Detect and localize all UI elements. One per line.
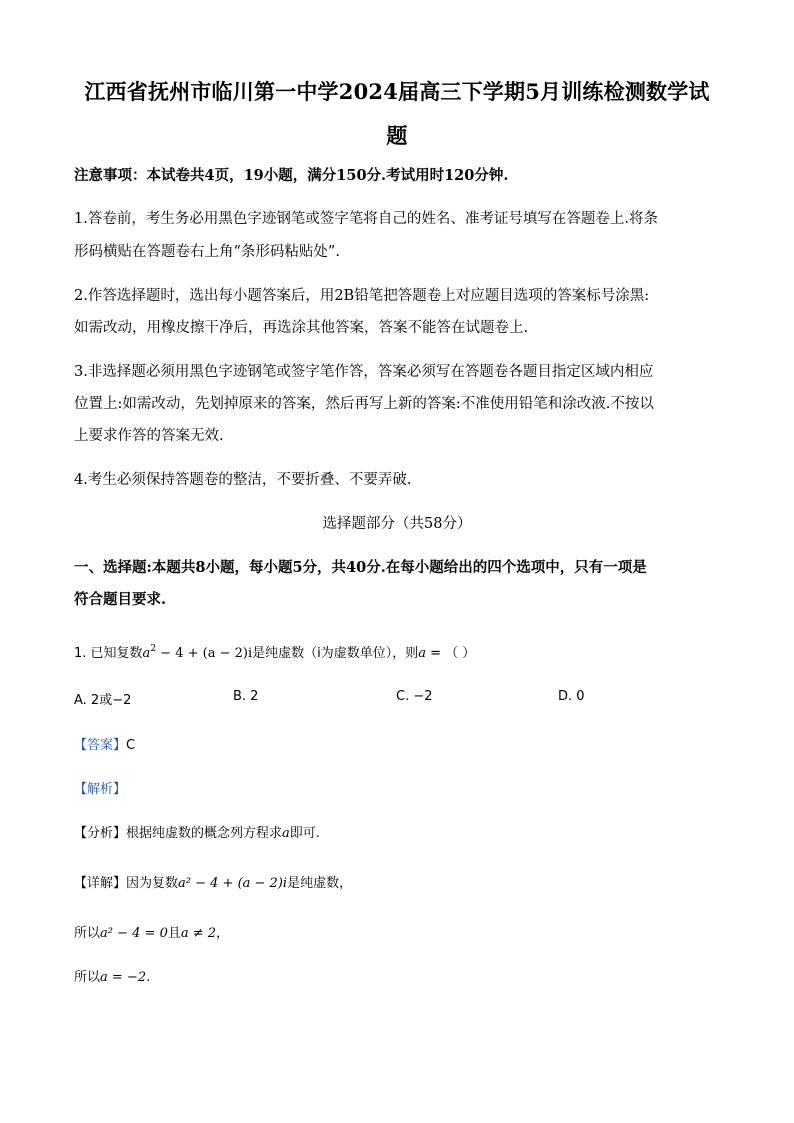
detail-label: 【详解】 [74,876,127,891]
notice-item-2-line-1: 2.作答选择题时，选出每小题答案后，用2B铅笔把答题卷上对应题目选项的答案标号涂黑: [74,288,650,304]
step-2-post: . [146,970,151,985]
option-d: D. 0 [558,689,585,704]
option-a: A. 2或−2 [74,693,132,708]
detail-expr: a² − 4 + (a − 2)i [178,876,288,891]
detail-line [74,872,724,891]
step-2-pre: 所以 [74,970,101,985]
step-1-mid: 且 [167,926,181,941]
question-1-suffix: = （ ） [426,646,476,661]
notice-heading: 注意事项：本试卷共4页，19小题，满分150分.考试用时120分钟. [74,167,509,184]
notice-item-1-line-1: 1.答卷前，考生务必用黑色字迹钢笔或签字笔将自己的姓名、准考证号填写在答题卷上.将条 [74,211,658,227]
option-b: B. 2 [233,689,259,704]
analysis-line [74,778,724,797]
fenxi-text-pre: 根据纯虚数的概念列方程求 [126,826,283,841]
question-1-var: a [418,646,427,661]
question-1-expr-exponent: 2 [150,644,157,654]
section-heading: 选择题部分（共58分） [322,516,472,532]
section-intro-line-2: 符合题目要求. [74,591,167,608]
fenxi-label: 【分析】 [74,826,127,841]
step-1-expr-2: a ≠ 2 [180,926,217,941]
question-1-expr-rest: − 4 + (a − 2)i [156,646,253,661]
notice-item-2-line-2: 如需改动，用橡皮擦干净后，再选涂其他答案，答案不能答在试题卷上. [74,320,529,336]
question-1-middle: 是纯虚数（i为虚数单位），则 [252,646,419,661]
answer-line [74,734,724,753]
solution-step-2 [74,966,724,985]
step-2-expr: a = −2 [100,970,147,985]
detail-text-post: 是纯虚数， [287,876,353,891]
title-line-2: 题 [386,123,408,148]
title-line-1: 江西省抚州市临川第一中学2024届高三下学期5月训练检测数学试 [84,79,710,104]
solution-step-1 [74,922,724,941]
document-title [60,70,734,158]
step-1-pre: 所以 [74,926,101,941]
option-c: C. −2 [396,689,433,704]
step-1-expr: a² − 4 = 0 [100,926,168,941]
fenxi-text-post: 即可. [289,826,320,841]
answer-value: C [126,738,136,753]
fenxi-line [74,822,724,841]
question-1-prefix: 1. 已知复数 [74,646,143,661]
notice-item-3-line-1: 3.非选择题必须用黑色字迹钢笔或签字笔作答，答案必须写在答题卷各题目指定区域内相应 [74,364,654,380]
notice-item-4: 4.考生必须保持答题卷的整洁，不要折叠、不要弄破. [74,472,412,488]
fenxi-var: a [282,826,290,841]
notice-item-3-line-2: 位置上:如需改动，先划掉原来的答案，然后再写上新的答案:不准使用铅笔和涂改液.不按以 [74,396,654,412]
detail-text-pre: 因为复数 [126,876,179,891]
question-1-stem [74,642,724,661]
answer-label: 【答案】 [74,738,127,753]
step-1-post: ， [216,926,230,941]
notice-item-1-line-2: 形码横贴在答题卷右上角“条形码粘贴处”. [74,244,340,260]
question-1-expr-var: a [142,646,151,661]
section-intro-line-1: 一、选择题:本题共8小题，每小题5分，共40分.在每小题给出的四个选项中，只有一项是 [74,559,647,576]
analysis-label: 【解析】 [74,782,127,797]
notice-item-3-line-3: 上要求作答的答案无效. [74,428,224,444]
